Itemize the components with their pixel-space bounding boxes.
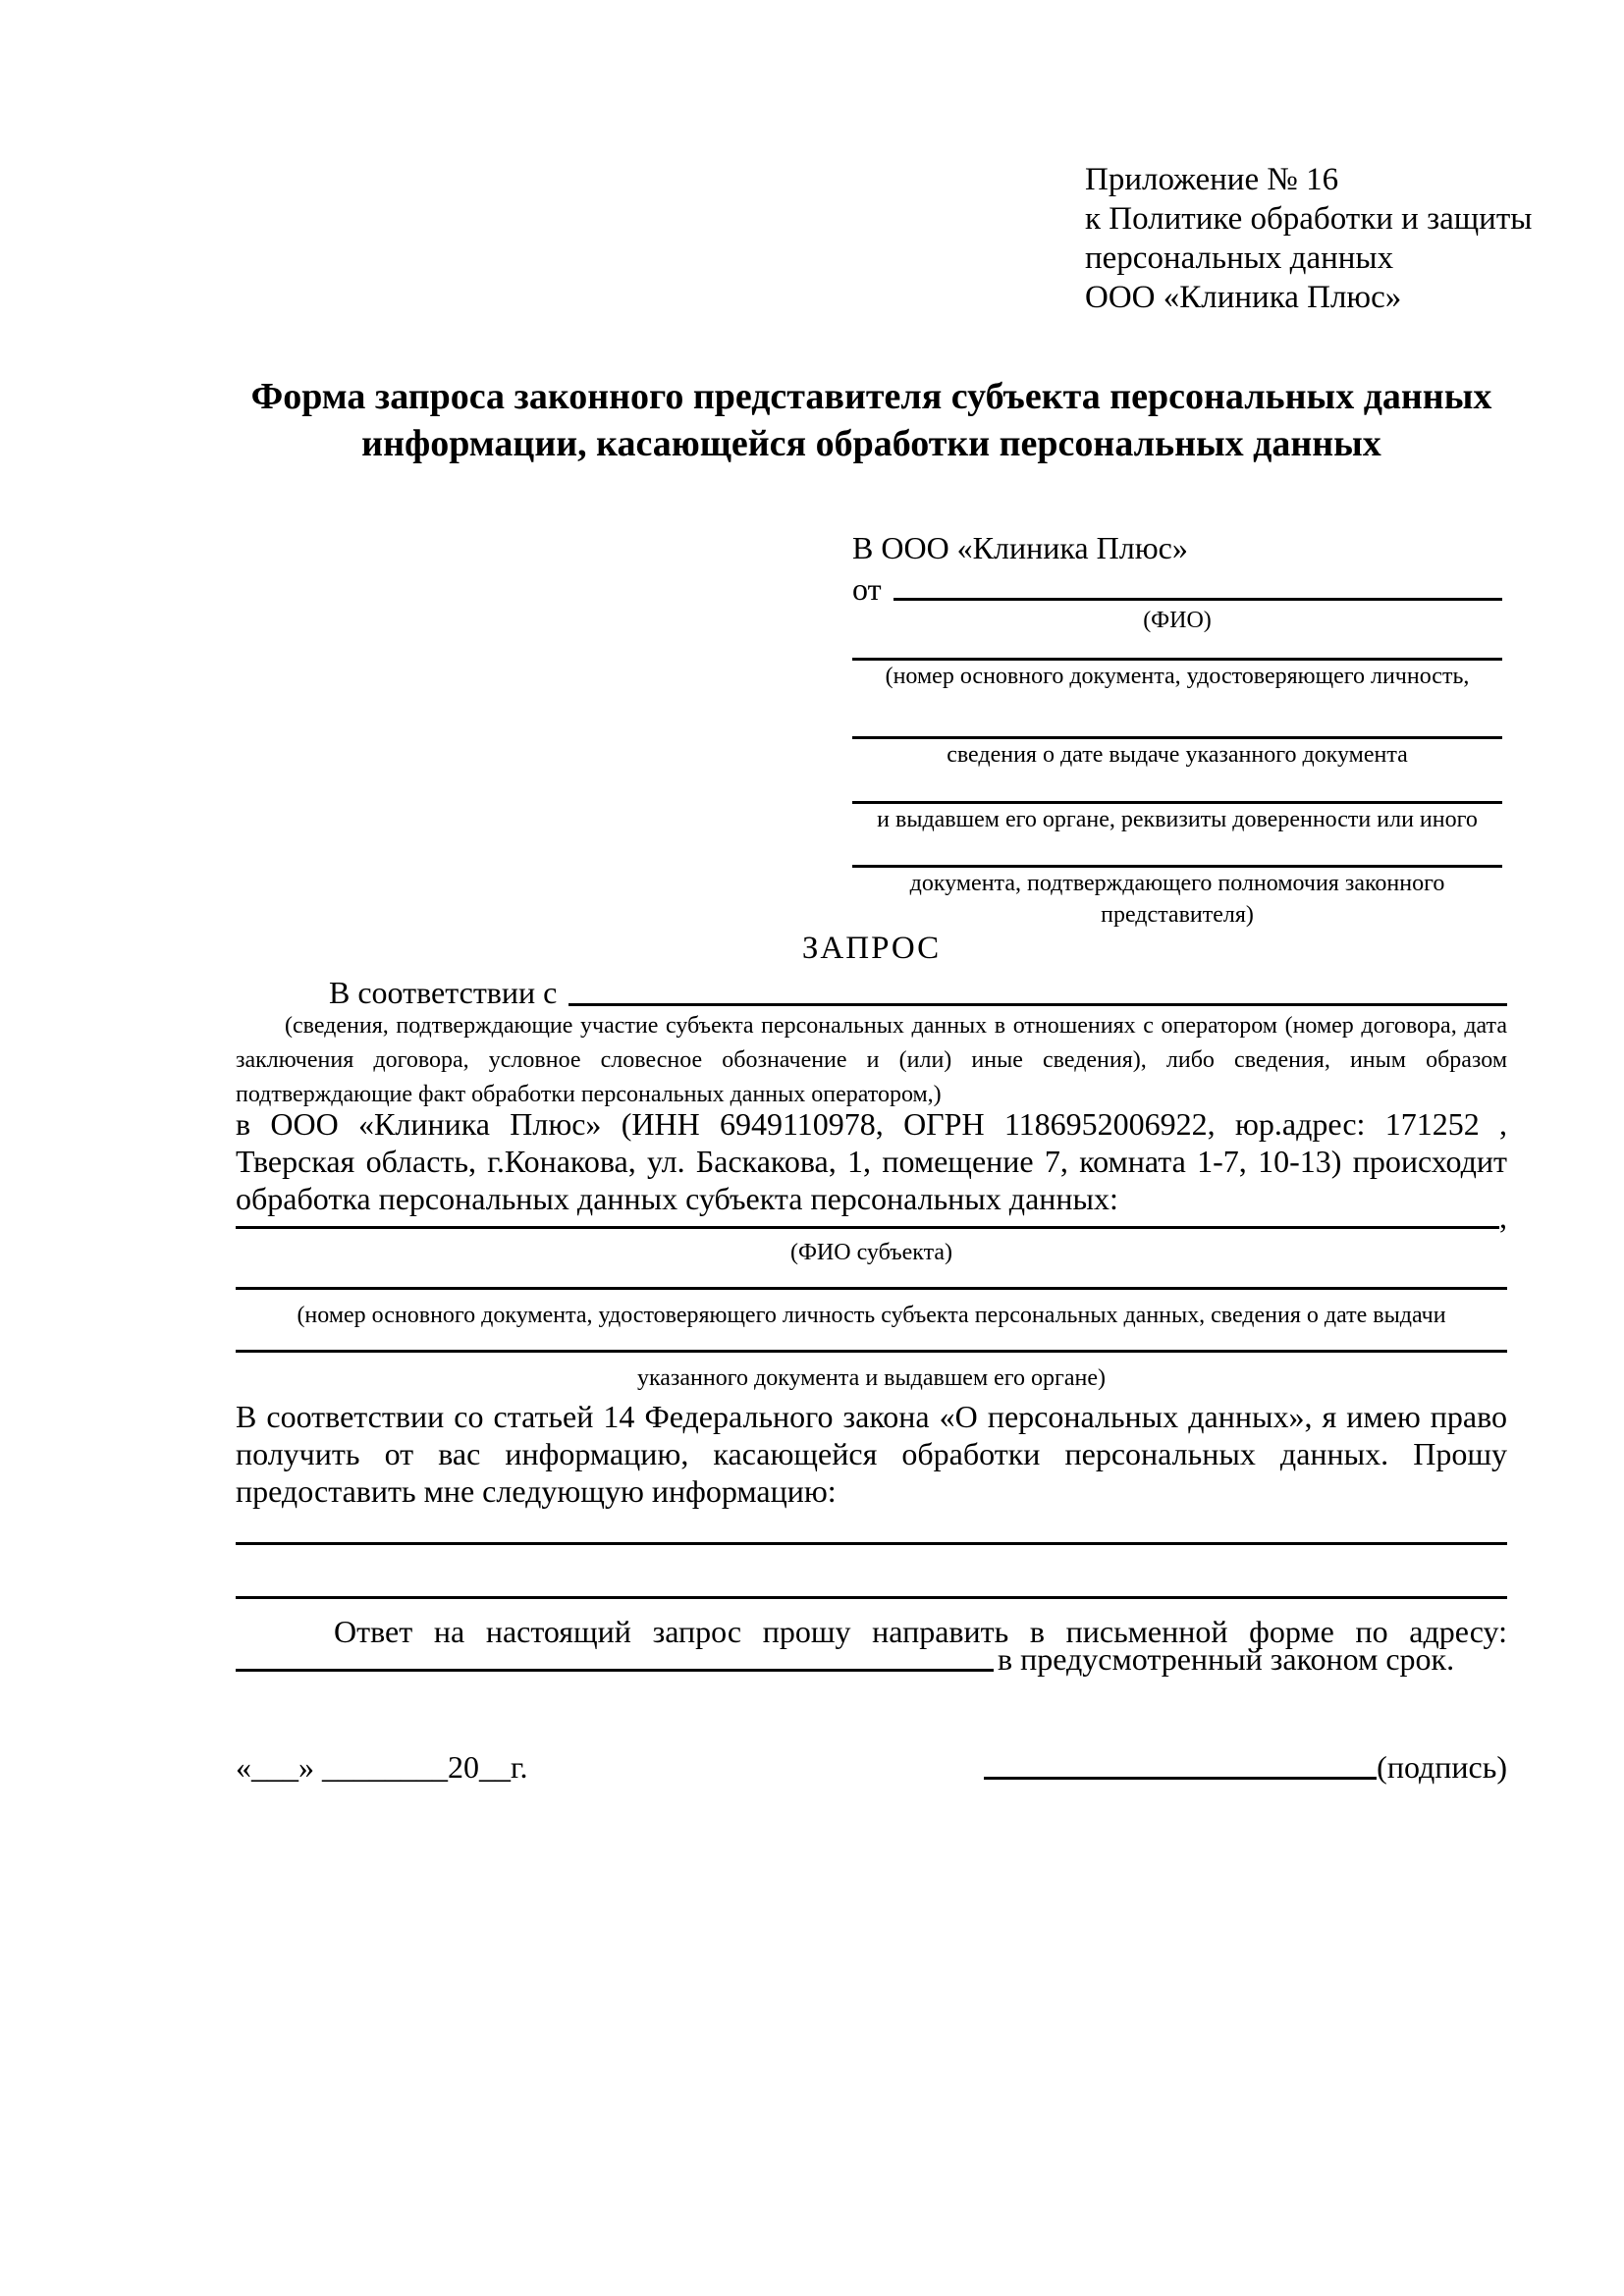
law-paragraph: В соответствии со статьей 14 Федерального закона «О персональных данных», я имею право получить от вас информацию, касающейся обработки персональных данных. Прошу предоставить мне следующую информацию: [236, 1399, 1507, 1509]
reply-sentence: Ответ на настоящий запрос прошу направить в письменной форме по адресу: [334, 1614, 1507, 1649]
trailing-comma: , [1499, 1200, 1507, 1235]
info-row-1 [236, 1517, 1507, 1549]
operator-paragraph: в ООО «Клиника Плюс» (ИНН 6949110978, ОГРН 1186952006922, юр.адрес: 171252 , Тверская область, г.Конакова, ул. Баскакова, 1, помещение 7, комната 1-7, 10-13) происходит обработка персональных данных субъекта персональных данных: [236, 1106, 1507, 1216]
subject-fio-caption: (ФИО субъекта) [789, 1240, 953, 1265]
appendix-note [1085, 160, 1532, 317]
doc-blank-line-1 [852, 636, 1502, 661]
reply-address-row [236, 1641, 1507, 1676]
signature-blank-line [984, 1777, 1377, 1780]
addressee-caption-1: (номер основного документа, удостоверяющего личность, [885, 664, 1470, 689]
appendix-note-line: Приложение № 16 [1085, 162, 1339, 197]
subject-doc-blank-line-2 [236, 1323, 1507, 1353]
addressee-caption-2: сведения о дате выдаче указанного документа [947, 742, 1408, 768]
accordance-blank-line [568, 975, 1507, 1006]
subject-doc-caption-1: (номер основного документа, удостоверяющего личность субъекта персональных данных, сведения о дате выдачи [297, 1303, 1446, 1328]
addressee-org: В ООО «Клиника Плюс» [852, 530, 1188, 565]
appendix-note-line: к Политике обработки и защиты [1085, 201, 1533, 237]
signature-group [984, 1749, 1507, 1786]
subject-doc-caption-2: указанного документа и выдавшем его органе) [636, 1365, 1107, 1391]
date-blank: «___» ________20__г. [236, 1749, 528, 1785]
appendix-note-line: ООО «Клиника Плюс» [1085, 280, 1402, 315]
subject-doc-blank-line-1 [236, 1260, 1507, 1290]
footer-row [236, 1749, 1507, 1786]
small-print-note: (сведения, подтверждающие участие субъекта персональных данных в отношениях с оператором (номер договора, дата заключения договора, условное словесное обозначение и (или) иные сведения), либо сведения, иным образом подтверждающие факт обработки персональных данных оператором,) [236, 1013, 1507, 1107]
address-blank-line [236, 1641, 994, 1672]
from-row [852, 571, 1502, 605]
subject-doc-row-1 [236, 1260, 1507, 1294]
subject-doc-row-2 [236, 1323, 1507, 1357]
signature-caption: (подпись) [1377, 1749, 1507, 1785]
doc-blank-line-4 [852, 835, 1502, 868]
info-blank-line-1 [236, 1517, 1507, 1545]
accordance-label: В соответствии с [329, 975, 558, 1010]
doc-blank-line-3 [852, 771, 1502, 804]
fio-blank-line [893, 571, 1502, 601]
request-heading: ЗАПРОС [801, 931, 942, 966]
from-label: от [852, 571, 882, 607]
info-row-2 [236, 1571, 1507, 1603]
form-title: Форма запроса законного представителя субъекта персональных данных информации, касающейся обработки персональных данных [250, 376, 1492, 464]
info-blank-line-2 [236, 1571, 1507, 1599]
addressee-caption-4: документа, подтверждающего полномочия законного представителя) [909, 871, 1445, 928]
appendix-note-line: персональных данных [1085, 240, 1394, 276]
subject-fio-blank-line [236, 1200, 1499, 1229]
accordance-row [236, 975, 1507, 1010]
addressee-block [852, 530, 1502, 928]
subject-fio-row [236, 1200, 1507, 1233]
reply-tail: в предусмотренный законом срок. [998, 1641, 1455, 1677]
addressee-caption-3: и выдавшем его органе, реквизиты доверенности или иного [877, 807, 1478, 832]
doc-blank-line-2 [852, 692, 1502, 739]
fio-caption: (ФИО) [1143, 608, 1212, 633]
